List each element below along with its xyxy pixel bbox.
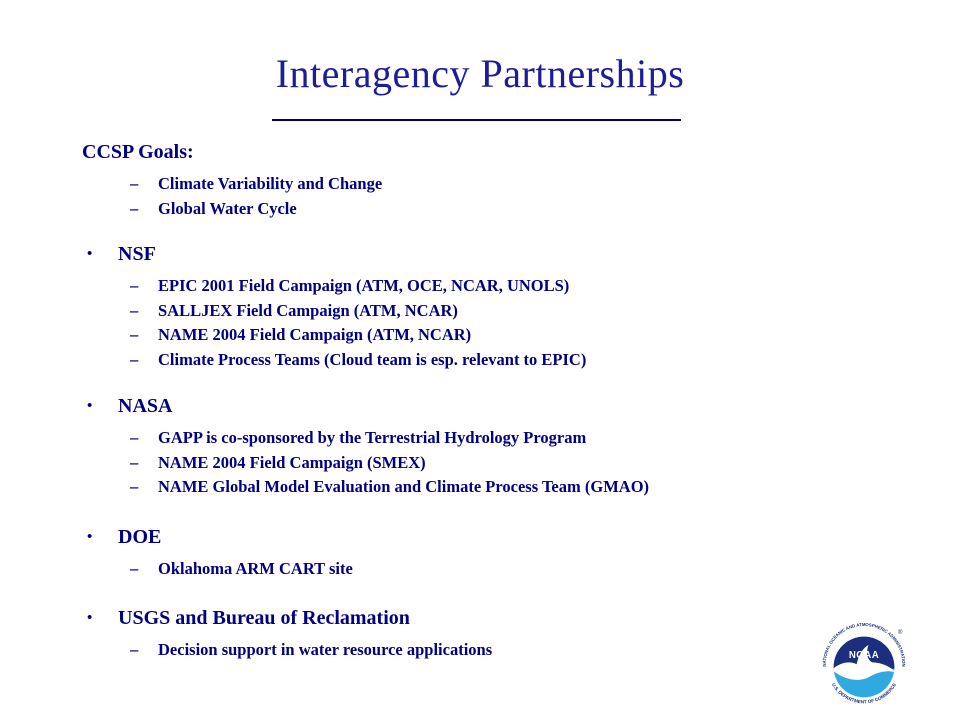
dash-bullet: – (130, 174, 139, 193)
list-item-text: Decision support in water resource applications (158, 640, 493, 659)
list-item (130, 274, 586, 299)
list-item-text: EPIC 2001 Field Campaign (ATM, OCE, NCAR, UNOLS) (158, 276, 570, 295)
list-item-text: Global Water Cycle (158, 198, 297, 218)
list-item (130, 299, 586, 324)
section-label: NASA (118, 395, 173, 417)
dash-bullet: – (130, 276, 139, 295)
section-header (80, 605, 492, 631)
list-item-text: SALLJEX Field Campaign (ATM, NCAR) (158, 300, 458, 320)
section-nasa (80, 393, 649, 500)
list-item (130, 475, 649, 500)
section-ccsp-goals (80, 139, 382, 221)
registered-trademark-icon: ® (898, 629, 903, 636)
dash-bullet: – (130, 349, 139, 369)
noaa-logo (818, 621, 910, 713)
bullet-dot: • (87, 610, 93, 626)
dash-bullet: – (130, 198, 139, 218)
list-item (130, 197, 382, 222)
section-items (80, 557, 353, 582)
section-nsf (80, 241, 586, 372)
list-item (130, 426, 649, 451)
list-item (130, 323, 586, 348)
section-header (80, 139, 382, 165)
section-items (80, 172, 382, 221)
list-item-text: NAME 2004 Field Campaign (SMEX) (158, 452, 426, 472)
list-item (130, 348, 586, 373)
bullet-dot: • (87, 529, 93, 545)
dash-bullet: – (130, 300, 139, 320)
section-header (80, 393, 649, 419)
dash-bullet: – (130, 640, 139, 659)
list-item-text: Oklahoma ARM CART site (158, 559, 353, 578)
section-doe (80, 524, 353, 582)
list-item-text: NAME Global Model Evaluation and Climate Process Team (GMAO) (158, 477, 650, 496)
section-usgs (80, 605, 492, 663)
dash-bullet: – (130, 325, 139, 344)
section-header (80, 241, 586, 267)
list-item-text: Climate Variability and Change (158, 174, 383, 193)
dash-bullet: – (130, 559, 139, 578)
list-item-text: Climate Process Teams (Cloud team is esp. relevant to EPIC) (158, 349, 587, 369)
section-label: USGS and Bureau of Reclamation (118, 607, 410, 629)
section-items (80, 638, 492, 663)
title-underline (272, 119, 681, 121)
section-label: DOE (118, 526, 162, 548)
list-item (130, 451, 649, 476)
dash-bullet: – (130, 477, 139, 496)
section-items (80, 274, 586, 372)
section-label: NSF (118, 243, 156, 265)
list-item (130, 638, 492, 663)
dash-bullet: – (130, 428, 139, 447)
list-item (130, 557, 353, 582)
list-item-text: GAPP is co-sponsored by the Terrestrial Hydrology Program (158, 428, 587, 447)
dash-bullet: – (130, 452, 139, 472)
section-items (80, 426, 649, 500)
section-label: CCSP Goals: (82, 141, 194, 163)
bullet-dot: • (87, 246, 93, 262)
bullet-dot: • (87, 398, 93, 414)
section-header (80, 524, 353, 550)
page-title: Interagency Partnerships (275, 51, 685, 96)
logo-emblem (832, 636, 896, 698)
list-item-text: NAME 2004 Field Campaign (ATM, NCAR) (158, 325, 472, 344)
logo-wordmark: NOAA (848, 649, 880, 661)
list-item (130, 172, 382, 197)
logo-arc-top-text: NATIONAL OCEANIC AND ATMOSPHERIC ADMINISTRATION (821, 621, 907, 667)
logo-arc-bottom-text: U.S. DEPARTMENT OF COMMERCE (830, 682, 898, 705)
